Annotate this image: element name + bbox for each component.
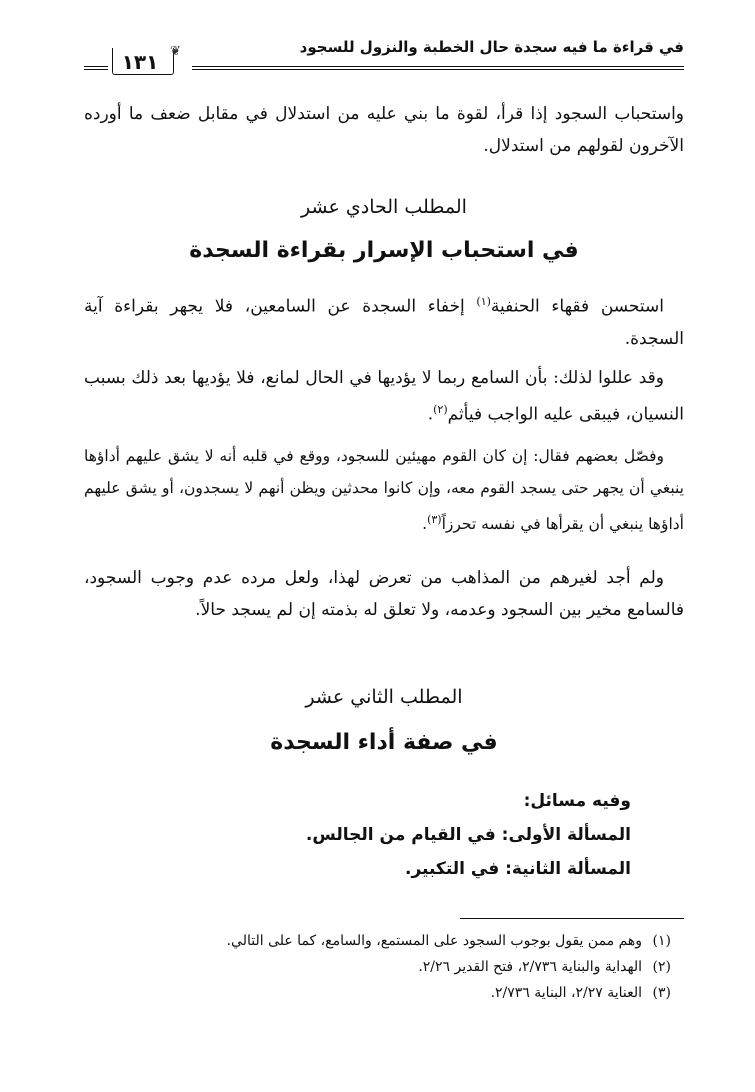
header-rule bbox=[192, 66, 684, 70]
footnotes bbox=[71, 928, 671, 1006]
footnote-2 bbox=[71, 954, 671, 980]
issues-intro: وفيه مسائل: bbox=[523, 791, 631, 811]
paragraph-2-text-a: استحسن فقهاء الحنفية bbox=[490, 296, 664, 317]
paragraph-1-text: واستحباب السجود إذا قرأ، لقوة ما بني عليه من استدلال في مقابل ضعف ما أورده الآخرون لقولهم من استدلال. bbox=[84, 104, 684, 156]
footnote-3 bbox=[71, 980, 671, 1006]
footnote-3-text: العناية ٢/٢٧، البناية ٢/٧٣٦. bbox=[490, 985, 643, 1001]
paragraph-4 bbox=[84, 440, 684, 540]
footnote-ref-1: (١) bbox=[476, 295, 491, 308]
paragraph-5 bbox=[84, 562, 684, 626]
paragraph-1 bbox=[84, 98, 684, 162]
footnote-separator bbox=[460, 918, 684, 919]
footnote-1-text: وهم ممن يقول بوجوب السجود على المستمع، والسامع، كما على التالي. bbox=[226, 933, 643, 949]
section-11-label: المطلب الحادي عشر bbox=[301, 196, 467, 218]
paragraph-4-text-a: وفصّل بعضهم فقال: إن كان القوم مهيئين للسجود، ووقع في قلبه أنه لا يشق عليهم أداؤها ينبغي أن يجهر حتى يسجد القوم معه، وإن كانوا محدثين ويظن أنهم لا يسجدون، أو يشق عليهم أداؤها ينبغي أن يقرأها في نفسه تحرزاً bbox=[84, 447, 684, 534]
issues-list bbox=[306, 784, 631, 886]
running-header bbox=[84, 38, 684, 74]
page-number-box bbox=[110, 44, 186, 76]
paragraph-3 bbox=[84, 362, 684, 431]
footnote-ref-2: (٢) bbox=[433, 403, 448, 416]
section-12-title: في صفة أداء السجدة bbox=[270, 730, 498, 755]
paragraph-2-text-b: إخفاء السجدة عن السامعين، فلا يجهر بقراءة آية السجدة. bbox=[84, 296, 684, 349]
ornament-icon: ❦ bbox=[170, 44, 181, 59]
footnote-3-number: (٣) bbox=[652, 985, 671, 1001]
section-12-label: المطلب الثاني عشر bbox=[305, 686, 463, 708]
paragraph-4-text-b: . bbox=[422, 515, 428, 534]
footnote-ref-3: (٣) bbox=[427, 513, 442, 526]
footnote-1-number: (١) bbox=[652, 933, 671, 949]
issue-2: المسألة الثانية: في التكبير. bbox=[405, 859, 631, 879]
footnote-1 bbox=[71, 928, 671, 954]
paragraph-3-text-a: وقد عللوا لذلك: بأن السامع ربما لا يؤديها في الحال لمانع، فلا يؤديها بعد ذلك بسبب النسيان، فيبقى عليه الواجب فيأثم bbox=[84, 368, 684, 425]
section-11-title: في استحباب الإسرار بقراءة السجدة bbox=[189, 238, 579, 263]
issue-1: المسألة الأولى: في القيام من الجالس. bbox=[305, 825, 631, 845]
footnote-2-text: الهداية والبناية ٢/٧٣٦، فتح القدير ٢/٢٦. bbox=[418, 959, 643, 975]
header-title: في قراءة ما فيه سجدة حال الخطبة والنزول للسجود bbox=[299, 38, 684, 56]
header-rule-left bbox=[84, 66, 108, 70]
paragraph-2 bbox=[84, 286, 684, 355]
paragraph-3-text-b: . bbox=[427, 404, 434, 425]
page-number: ١٣١ bbox=[121, 50, 159, 74]
paragraph-5-text: ولم أجد لغيرهم من المذاهب من تعرض لهذا، ولعل مرده عدم وجوب السجود، فالسامع مخير بين السجود وعدمه، ولا تعلق له بذمته إن لم يسجد حالاً. bbox=[84, 568, 684, 620]
footnote-2-number: (٢) bbox=[652, 959, 671, 975]
